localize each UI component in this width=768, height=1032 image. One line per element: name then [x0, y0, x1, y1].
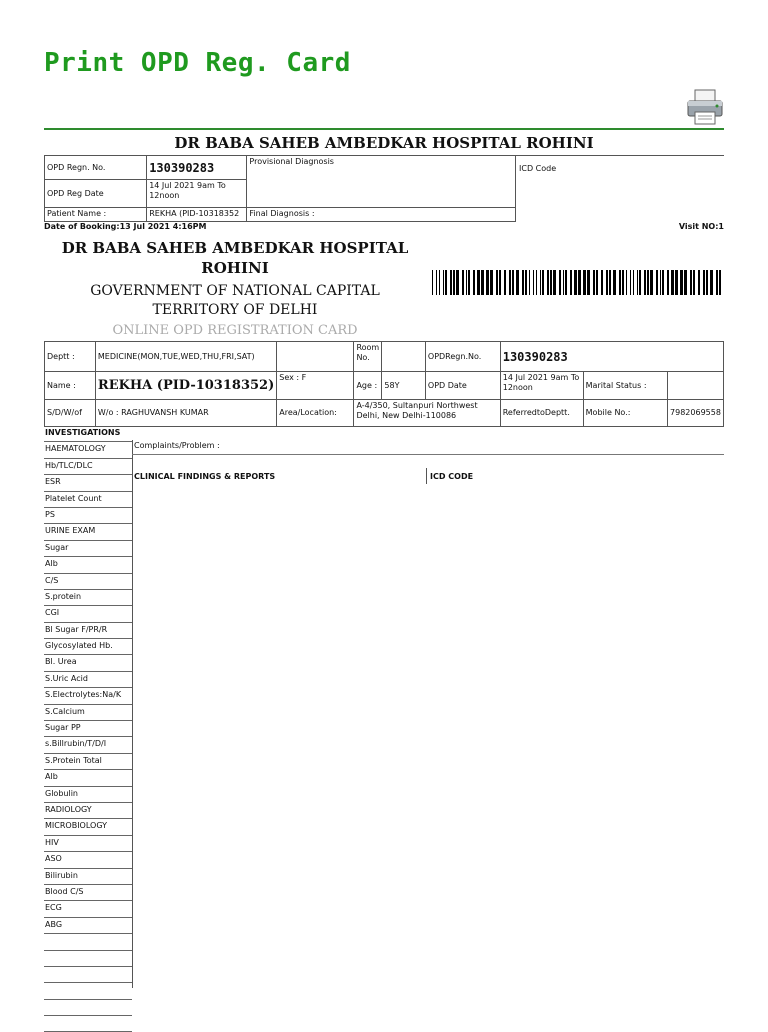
icd-code-label: ICD Code	[519, 164, 557, 173]
investigation-item: MICROBIOLOGY	[44, 819, 132, 835]
investigations-list	[44, 426, 132, 1032]
icd-code-label-2: ICD CODE	[430, 472, 474, 481]
investigation-item: Alb	[44, 770, 132, 786]
investigation-item: ASO	[44, 852, 132, 868]
investigation-item: HAEMATOLOGY	[44, 442, 132, 458]
investigation-item: HIV	[44, 836, 132, 852]
investigation-item: ECG	[44, 901, 132, 917]
age-label: Age :	[354, 372, 382, 400]
registration-card-subtitle: ONLINE OPD REGISTRATION CARD	[112, 323, 358, 338]
icd-code-box	[516, 155, 724, 222]
sex-value: F	[301, 373, 307, 382]
green-divider	[44, 128, 724, 130]
investigation-item: C/S	[44, 574, 132, 590]
government-name: GOVERNMENT OF NATIONAL CAPITAL TERRITORY OF DELHI	[90, 283, 380, 318]
final-diagnosis: Final Diagnosis :	[247, 208, 516, 222]
investigation-item: Platelet Count	[44, 492, 132, 508]
opd-reg-date-label: OPD Reg Date	[45, 180, 147, 208]
investigation-item	[44, 934, 132, 950]
deptt-value: MEDICINE(MON,TUE,WED,THU,FRI,SAT)	[95, 342, 276, 372]
investigation-item: Bilirubin	[44, 869, 132, 885]
barcode-image	[432, 270, 722, 295]
sex-label: Sex :	[279, 373, 300, 382]
sex-cell	[277, 372, 354, 400]
date-of-booking: Date of Booking:13 Jul 2021 4:16PM	[44, 222, 207, 231]
investigation-item: Bl. Urea	[44, 655, 132, 671]
investigation-item: URINE EXAM	[44, 524, 132, 540]
investigations-divider	[132, 440, 133, 988]
room-value	[382, 342, 426, 372]
investigation-item: Blood C/S	[44, 885, 132, 901]
investigation-item: CGI	[44, 606, 132, 622]
swo-value: W/o : RAGHUVANSH KUMAR	[95, 400, 276, 427]
investigation-item: s.Billrubin/T/D/I	[44, 737, 132, 753]
investigation-item	[44, 1000, 132, 1016]
investigation-item: RADIOLOGY	[44, 803, 132, 819]
provisional-diagnosis: Provisional Diagnosis	[247, 156, 516, 208]
deptt-label: Deptt :	[45, 342, 96, 372]
opd-date-label: OPD Date	[425, 372, 500, 400]
age-value: 58Y	[382, 372, 426, 400]
opd-regn-value: 130390283	[500, 342, 723, 372]
investigation-item: S.Uric Acid	[44, 672, 132, 688]
investigation-item	[44, 1016, 132, 1032]
investigation-item: Alb	[44, 557, 132, 573]
patient-name-label: Patient Name :	[45, 208, 147, 222]
investigation-item	[44, 983, 132, 999]
patient-name-value: REKHA (PID-10318352	[147, 208, 247, 222]
investigation-item: Bl Sugar F/PR/R	[44, 623, 132, 639]
opd-regn-label: OPDRegn.No.	[425, 342, 500, 372]
investigation-item: Hb/TLC/DLC	[44, 459, 132, 475]
room-label: Room No.	[354, 342, 382, 372]
referred-label: ReferredtoDeptt.	[500, 400, 583, 427]
investigation-item: Glycosylated Hb.	[44, 639, 132, 655]
card-hospital-name: DR BABA SAHEB AMBEDKAR HOSPITAL ROHINI	[61, 239, 409, 277]
investigation-item: ESR	[44, 475, 132, 491]
deptt-extra	[277, 342, 354, 372]
investigation-item: Sugar PP	[44, 721, 132, 737]
marital-status-label: Marital Status :	[583, 372, 667, 400]
top-info-table	[44, 155, 516, 222]
area-label: Area/Location:	[277, 400, 354, 427]
marital-status-value	[668, 372, 724, 400]
hospital-header: DR BABA SAHEB AMBEDKAR HOSPITAL ROHINI	[174, 134, 594, 152]
patient-details-table	[44, 341, 724, 427]
name-label: Name :	[45, 372, 96, 400]
swo-label: S/D/W/of	[45, 400, 96, 427]
printer-icon[interactable]	[686, 88, 724, 126]
visit-no: Visit NO:1	[678, 222, 724, 231]
mobile-value: 7982069558	[668, 400, 724, 427]
opd-reg-date-value: 14 Jul 2021 9am To 12noon	[147, 180, 247, 208]
investigation-item: PS	[44, 508, 132, 524]
investigation-item: S.protein	[44, 590, 132, 606]
icd-divider	[426, 468, 427, 484]
investigation-item: S.Calcium	[44, 705, 132, 721]
investigation-item: ABG	[44, 918, 132, 934]
complaints-rule	[132, 454, 724, 455]
name-value: REKHA (PID-10318352)	[95, 372, 276, 400]
opd-date-value: 14 Jul 2021 9am To 12noon	[500, 372, 583, 400]
investigation-item: S.Protein Total	[44, 754, 132, 770]
mobile-label: Mobile No.:	[583, 400, 667, 427]
investigation-item: Sugar	[44, 541, 132, 557]
investigation-item	[44, 951, 132, 967]
clinical-findings-label: CLINICAL FINDINGS & REPORTS	[134, 472, 276, 481]
area-value: A-4/350, Sultanpuri Northwest Delhi, New Delhi-110086	[354, 400, 500, 427]
investigation-item: S.Electrolytes:Na/K	[44, 688, 132, 704]
investigation-item: INVESTIGATIONS	[44, 426, 132, 442]
opd-regn-no-value: 130390283	[147, 156, 247, 180]
opd-regn-no-label: OPD Regn. No.	[45, 156, 147, 180]
investigation-item: Globulin	[44, 787, 132, 803]
complaints-label: Complaints/Problem :	[134, 441, 220, 450]
page-title: Print OPD Reg. Card	[44, 48, 351, 78]
investigation-item	[44, 967, 132, 983]
